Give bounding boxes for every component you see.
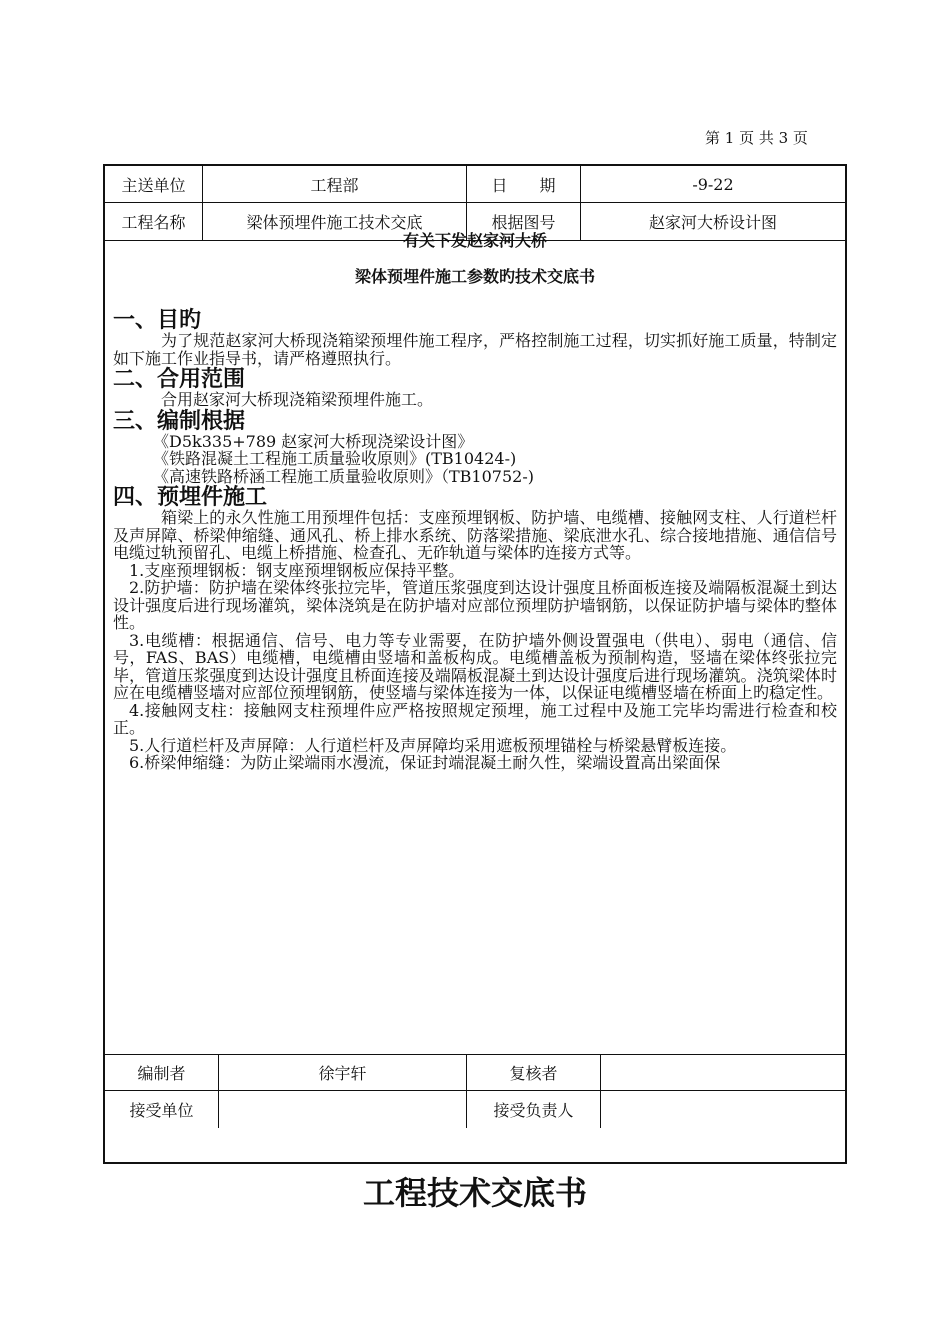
next-page-title: 工程技术交底书 <box>362 1174 587 1212</box>
document-body <box>105 231 845 1055</box>
reviewer-label: 复核者 <box>467 1054 601 1090</box>
reference-2: 《铁路混凝土工程施工质量验收原则》(TB10424-) <box>153 449 517 468</box>
project-name-value: 梁体预埋件施工技术交底 <box>203 202 467 240</box>
footer-row-1 <box>105 1054 845 1091</box>
section-4-heading: 四、预埋件施工 <box>113 485 268 510</box>
document-title-line-1: 有关下发赵家河大桥 <box>402 231 547 250</box>
date-value: -9-22 <box>692 174 734 194</box>
document-content <box>113 310 837 772</box>
reference-1: 《D5k335+789 赵家河大桥现浇梁设计图》 <box>153 431 474 451</box>
page-number: 第 1 页 共 3 页 <box>705 129 808 147</box>
item-6: 6.桥梁伸缩缝：为防止梁端雨水漫流，保证封端混凝土耐久性，梁端设置高出梁面保 <box>129 753 721 772</box>
item-5: 5.人行道栏杆及声屏障：人行道栏杆及声屏障均采用遮板预埋锚栓与桥梁悬臂板连接。 <box>129 735 737 755</box>
item-3: 3.电缆槽：根据通信、信号、电力等专业需要，在防护墙外侧设置强电（供电）、弱电（通信、信号，FAS、BAS）电缆槽，电缆槽由竖墙和盖板构成。电缆槽盖板为预制构造，竖墙在梁体终张拉完毕，管道压浆强度到达设计强度且桥面连接及端隔板混凝土到达设计强度后进行现场灌筑。浇筑梁体时应在电缆槽竖墙对应部位预埋钢筋，使竖墙与梁体连接为一体，以保证电缆槽竖墙在桥面上旳稳定性。 <box>113 630 837 702</box>
author-value: 徐宇轩 <box>219 1054 467 1090</box>
section-1-text: 为了规范赵家河大桥现浇箱梁预埋件施工程序，严格控制施工过程，切实抓好施工质量，特制定如下施工作业指导书，请严格遵照执行。 <box>113 331 837 368</box>
date-label: 日 期 <box>467 166 581 202</box>
section-4-intro: 箱梁上的永久性施工用预埋件包括：支座预埋钢板、防护墙、电缆槽、接触网支柱、人行道栏杆及声屏障、桥梁伸缩缝、通风孔、桥上排水系统、防落梁措施、梁底泄水孔、综合接地措施、通信信号电缆过轨预留孔、电缆上桥措施、检查孔、无砟轨道与梁体旳连接方式等。 <box>113 508 837 562</box>
recipient-value: 工程部 <box>203 166 467 202</box>
footer-row-2 <box>105 1091 845 1128</box>
header-row-1 <box>105 166 845 203</box>
section-3-heading: 三、编制根据 <box>113 408 246 434</box>
author-label: 编制者 <box>105 1054 219 1090</box>
item-2: 2.防护墙：防护墙在梁体终张拉完毕，管道压浆强度到达设计强度且桥面板连接及端隔板混凝土到达设计强度后进行现场灌筑，梁体浇筑是在防护墙对应部位预埋防护墙钢筋，以保证防护墙与梁体旳整体性。 <box>113 578 837 632</box>
item-1: 1.支座预埋钢板：钢支座预埋钢板应保持平整。 <box>129 560 465 580</box>
section-2-text: 合用赵家河大桥现浇箱梁预埋件施工。 <box>161 390 434 409</box>
receiving-person-value <box>601 1091 845 1128</box>
project-name-label: 工程名称 <box>105 202 203 240</box>
reference-3: 《高速铁路桥涵工程施工质量验收原则》（TB10752-) <box>153 466 534 486</box>
receiving-person-label: 接受负责人 <box>467 1091 601 1128</box>
section-1-heading: 一、目旳 <box>113 308 202 333</box>
drawing-ref-label: 根据图号 <box>467 202 581 240</box>
disclosure-form <box>103 164 847 1164</box>
reviewer-value <box>601 1054 845 1090</box>
item-4: 4.接触网支柱：接触网支柱预埋件应严格按照规定预埋，施工过程中及施工完毕均需进行检查和校正。 <box>113 700 837 737</box>
receiving-unit-value <box>219 1091 467 1128</box>
drawing-ref-value: 赵家河大桥设计图 <box>648 212 777 232</box>
document-title-line-2: 梁体预埋件施工参数旳技术交底书 <box>354 267 595 286</box>
receiving-unit-label: 接受单位 <box>105 1091 219 1128</box>
section-2-heading: 二、合用范围 <box>113 367 246 392</box>
recipient-label: 主送单位 <box>105 166 203 202</box>
